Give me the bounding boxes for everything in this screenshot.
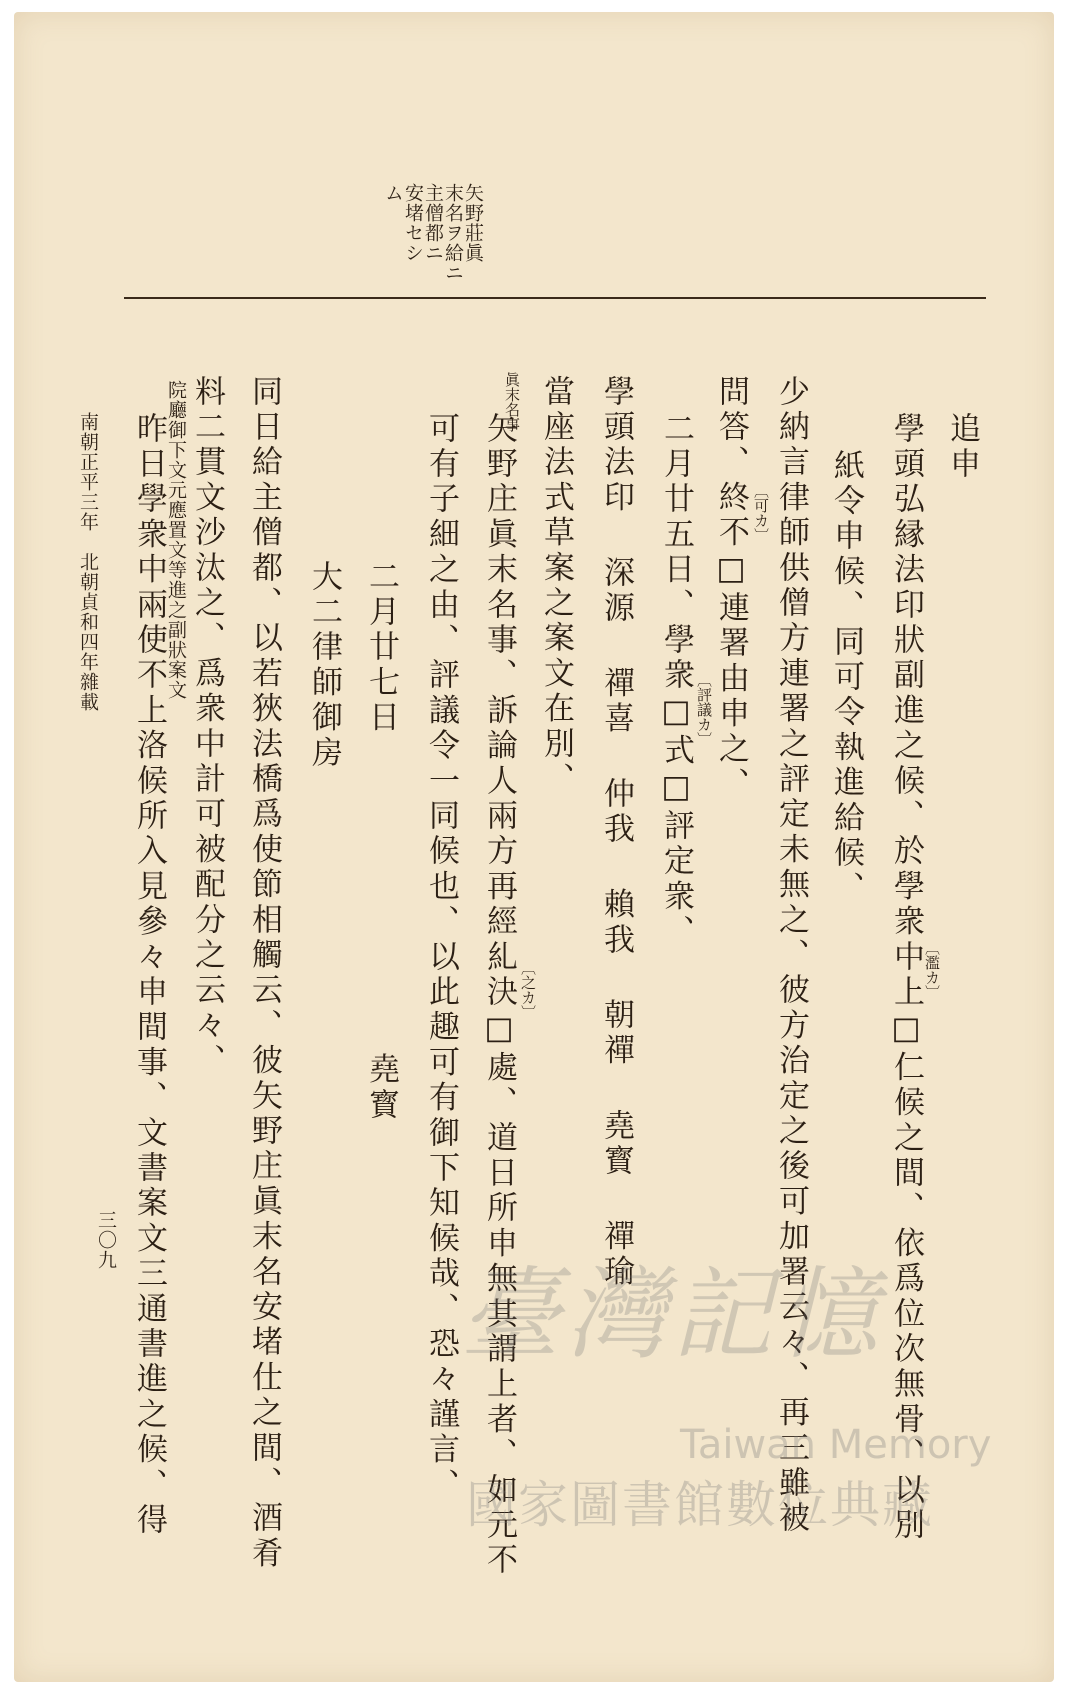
running-footer: 南朝正平三年 北朝貞和四年雜載 (77, 412, 99, 712)
text-column: 矢野庄眞末名事、訴論人兩方再經糺決□處、道日所申無其謂上者、如元不 (481, 412, 517, 1579)
text-column: 大二律師御房 (306, 560, 342, 772)
header-note-line-2: 末名ヲ給ニ (442, 183, 464, 283)
subheading-note: 院廳御下文元應置文等進之副狀案文 (165, 380, 187, 700)
watermark-chinese: 國家圖書館數位典藏 (466, 1476, 934, 1534)
text-column: 可有子細之由、評議令一同候也、以此趣可有御下知候哉、恐々謹言、 (423, 412, 459, 1504)
header-note-line-5: ム (382, 183, 404, 203)
text-column: 學頭弘縁法印狀副進之候、於學衆中上□仁候之間、依爲位次無骨、以別 (888, 412, 924, 1544)
section-heading-note: 眞末名事 (503, 372, 521, 432)
separator-line (124, 297, 986, 299)
text-column: 少納言律師供僧方連署之評定未無之、彼方治定之後可加署云々、再三雖被 (773, 375, 809, 1537)
text-column: 料二貫文沙汰之、爲衆中計可被配分之云々、 (189, 375, 225, 1079)
annotation-note: 〔可カ〕 (752, 483, 770, 543)
text-column: 問答、終不□連署由申之、 (713, 375, 749, 803)
text-column: 當座法式草案之案文在別、 (538, 375, 574, 798)
page-number: 三〇九 (95, 1210, 117, 1270)
text-column: 二月廿五日、學衆□式□評定衆、 (658, 412, 694, 950)
annotation-note: 〔濫カ〕 (923, 940, 941, 1000)
header-note-line-3: 主僧都ニ (422, 183, 444, 263)
text-column: 二月廿七日 堯寳 (363, 560, 399, 1124)
text-column: 追申 (944, 412, 980, 483)
text-column: 昨日學衆中兩使不上洛候所入見參々申間事、文書案文三通書進之候、得 (131, 412, 167, 1539)
annotation-note: 〔之カ〕 (519, 960, 537, 1020)
header-note-line-4: 安堵セシ (402, 183, 424, 263)
text-column: 同日給主僧都、以若狹法橋爲使節相觸云、彼矢野庄眞末名安堵仕之間、酒肴 (246, 375, 282, 1572)
text-column: 紙令申候、同可令執進給候、 (828, 449, 864, 907)
watermark-english: Taiwan Memory (680, 1422, 992, 1468)
watermark-logo: 臺灣記憶 (460, 1256, 884, 1373)
annotation-note: 〔評議カ〕 (695, 672, 713, 747)
header-note-line-1: 矢野莊眞 (462, 183, 484, 263)
text-column: 學頭法印 深源 禪喜 仲我 賴我 朝禪 堯寳 禪瑜 (598, 375, 634, 1290)
